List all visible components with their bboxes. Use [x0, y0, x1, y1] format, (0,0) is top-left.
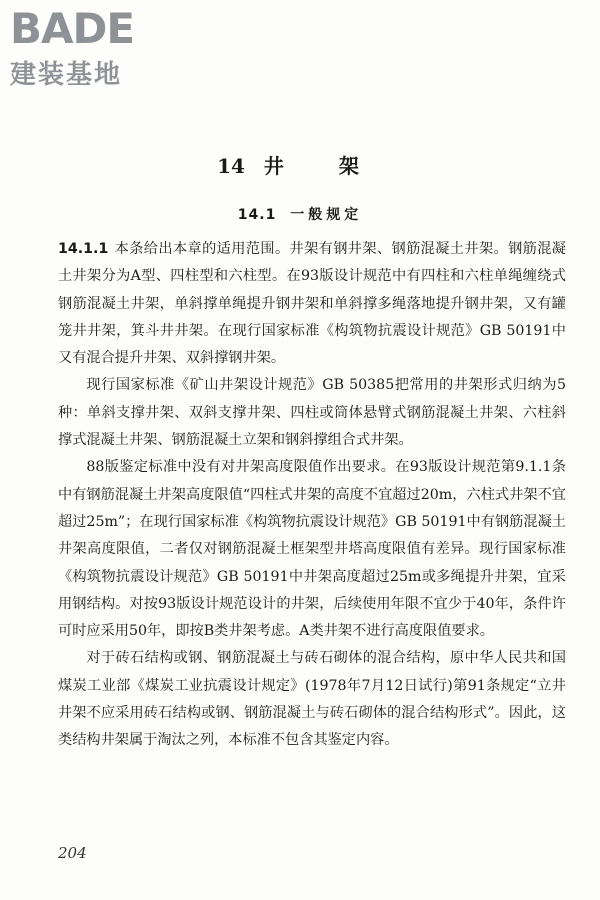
page-number: 204 — [58, 844, 87, 862]
section-number: 14.1 — [237, 207, 277, 223]
clause-number: 14.1.1 — [58, 241, 109, 257]
publisher-logo — [10, 6, 180, 91]
chapter-number: 14 — [217, 154, 245, 178]
paragraph-text: 本条给出本章的适用范围。井架有钢井架、钢筋混凝土井架。钢筋混凝土井架分为A型、四柱型和六柱型。在93版设计规范中有四柱和六柱单绳缠绕式钢筋混凝土井架，单斜撑单绳提升钢井架和单斜撑多绳落地提升钢井架，又有罐笼井井架，箕斗井井架。在现行国家标准《构筑物抗震设计规范》GB 50191中又有混合提升井架、双斜撑钢井架。 — [58, 241, 566, 367]
section-heading — [0, 204, 600, 224]
paragraph — [58, 236, 566, 372]
logo-subtitle: 建装基地 — [10, 60, 123, 90]
paragraph: 对于砖石结构或钢、钢筋混凝土与砖石砌体的混合结构，原中华人民共和国煤炭工业部《煤炭工业抗震设计规定》(1978年7月12日试行)第91条规定“立井井架不应采用砖石结构或钢、钢筋混凝土与砖石砌体的混合结构形式”。因此，这类结构井架属于淘汰之列，本标准不包含其鉴定内容。 — [58, 650, 566, 749]
logo-wordmark: BADE — [10, 4, 135, 53]
chapter-title: 井 架 — [263, 154, 383, 178]
section-title: 一般规定 — [290, 207, 363, 223]
paragraph: 现行国家标准《矿山井架设计规范》GB 50385把常用的井架形式归纳为5种：单斜支撑井架、双斜支撑井架、四柱或筒体悬臂式钢筋混凝土井架、六柱斜撑式混凝土井架、钢筋混凝土立架和钢斜撑组合式井架。 — [58, 377, 566, 449]
paragraph: 88版鉴定标准中没有对井架高度限值作出要求。在93版设计规范第9.1.1条中有钢筋混凝土井架高度限值“四柱式井架的高度不宜超过20m，六柱式井架不宜超过25m”；在现行国家标准《构筑物抗震设计规范》GB 50191中有钢筋混凝土井架高度限值，二者仅对钢筋混凝土框架型井塔高度限值有差异。现行国家标准《构筑物抗震设计规范》GB 50191中井架高度超过25m或多绳提升井架，宜采用钢结构。对按93版设计规范设计的井架，后续使用年限不宜少于40年，条件许可时应采用50年，即按B类井架考虑。A类井架不进行高度限值要求。 — [58, 459, 566, 640]
chapter-heading — [0, 150, 600, 179]
body-text — [58, 236, 566, 755]
